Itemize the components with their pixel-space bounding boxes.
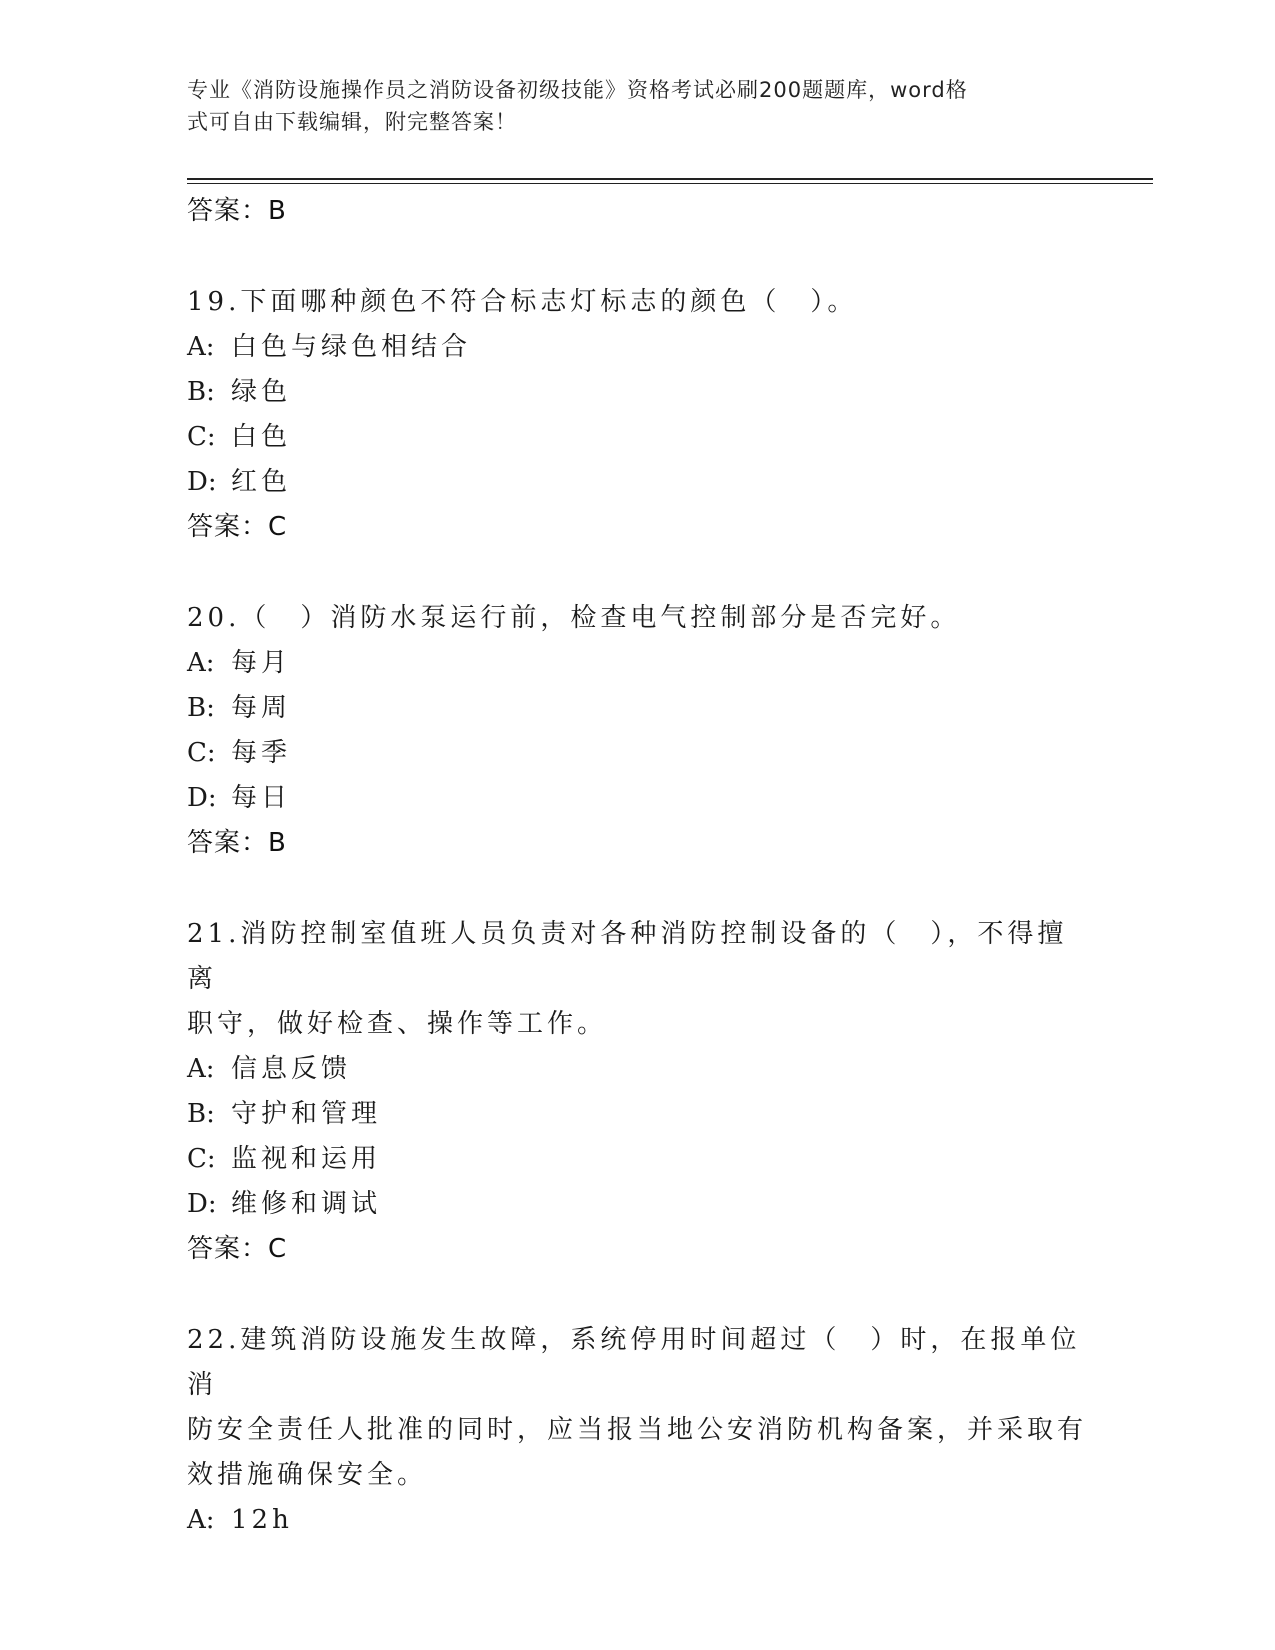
question-text-line-3: 效措施确保安全。	[187, 1460, 428, 1490]
option-letter: A:	[187, 332, 215, 362]
option-letter: D:	[187, 467, 217, 497]
option-letter: D:	[187, 783, 217, 813]
option-text: 信息反馈	[231, 1054, 352, 1084]
option-d	[187, 776, 1087, 821]
question-21	[187, 912, 1087, 1272]
option-text: 每月	[231, 648, 292, 678]
question-list	[187, 189, 1087, 1543]
option-text: 监视和运用	[231, 1144, 382, 1174]
option-text: 白色与绿色相结合	[231, 332, 472, 362]
question-text-line-1: 21.消防控制室值班人员负责对各种消防控制设备的（ ），不得擅离	[187, 919, 1068, 994]
option-letter: A:	[187, 648, 215, 678]
option-a	[187, 641, 1087, 686]
option-letter: B:	[187, 1099, 215, 1129]
answer-line: 答案：B	[187, 828, 287, 858]
option-c	[187, 1137, 1087, 1182]
option-a	[187, 1047, 1087, 1092]
option-a	[187, 1498, 1087, 1543]
option-b	[187, 1092, 1087, 1137]
header-divider-thick	[187, 178, 1153, 180]
answer-line: 答案：B	[187, 196, 287, 226]
option-letter: A:	[187, 1505, 215, 1535]
answer-line: 答案：C	[187, 512, 288, 542]
option-text: 每日	[231, 783, 292, 813]
option-c	[187, 731, 1087, 776]
option-text: 12h	[231, 1505, 293, 1535]
option-c	[187, 415, 1087, 460]
option-b	[187, 686, 1087, 731]
option-text: 维修和调试	[231, 1189, 382, 1219]
option-d	[187, 460, 1087, 505]
question-text-line-1: 22.建筑消防设施发生故障，系统停用时间超过（ ）时，在报单位消	[187, 1325, 1081, 1400]
option-letter: B:	[187, 693, 215, 723]
question-22	[187, 1318, 1087, 1543]
option-letter: D:	[187, 1189, 217, 1219]
option-text: 每季	[231, 738, 292, 768]
option-letter: B:	[187, 377, 215, 407]
header-line-1: 专业《消防设施操作员之消防设备初级技能》资格考试必刷200题题库，word格	[187, 78, 968, 102]
question-text: 20.（ ）消防水泵运行前，检查电气控制部分是否完好。	[187, 603, 961, 633]
document-header	[187, 74, 1067, 138]
option-letter: C:	[187, 1144, 216, 1174]
header-divider-thin	[187, 183, 1153, 184]
question-text-line-2: 防安全责任人批准的同时，应当报当地公安消防机构备案，并采取有	[187, 1415, 1088, 1445]
option-a	[187, 325, 1087, 370]
option-text: 白色	[231, 422, 292, 452]
question-text-line-2: 职守，做好检查、操作等工作。	[187, 1009, 608, 1039]
option-d	[187, 1182, 1087, 1227]
option-text: 守护和管理	[231, 1099, 382, 1129]
question-19	[187, 280, 1087, 550]
answer-line: 答案：C	[187, 1234, 288, 1264]
option-letter: C:	[187, 422, 216, 452]
option-text: 红色	[231, 467, 292, 497]
question-text: 19.下面哪种颜色不符合标志灯标志的颜色（ ）。	[187, 287, 858, 317]
option-text: 每周	[231, 693, 292, 723]
option-letter: A:	[187, 1054, 215, 1084]
option-b	[187, 370, 1087, 415]
option-text: 绿色	[231, 377, 292, 407]
question-20	[187, 596, 1087, 866]
option-letter: C:	[187, 738, 216, 768]
header-line-2: 式可自由下载编辑，附完整答案！	[187, 110, 517, 134]
